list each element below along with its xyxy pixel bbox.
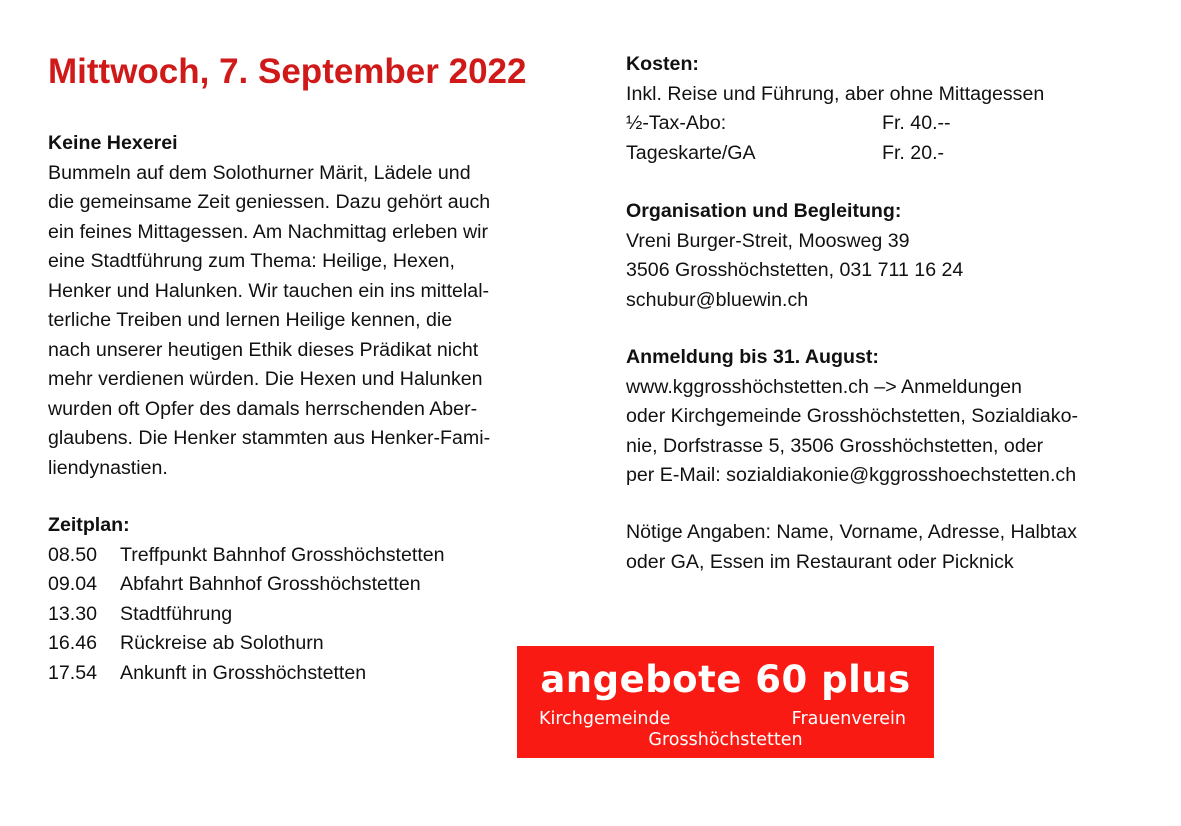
organisation-heading: Organisation und Begleitung: (626, 200, 902, 222)
registration-line: nie, Dorfstrasse 5, 3506 Grosshöchstetten, oder (626, 434, 1044, 457)
required-info-line: Nötige Angaben: Name, Vorname, Adresse, Halbtax (626, 521, 1077, 543)
intro-line: ein feines Mittagessen. Am Nachmittag erleben wir (48, 220, 488, 243)
schedule-item (48, 541, 445, 571)
intro-line: die gemeinsame Zeit geniessen. Dazu gehört auch (48, 191, 491, 213)
logo-place: Grosshöchstetten (648, 730, 803, 750)
logo-frauenverein: Frauenverein (791, 709, 906, 729)
intro-line: eine Stadtführung zum Thema: Heilige, Hexen, (48, 250, 455, 272)
schedule-text: Abfahrt Bahnhof Grosshöchstetten (120, 573, 421, 595)
intro-line: liendynastien. (48, 456, 168, 479)
logo-title: angebote 60 plus (540, 658, 911, 701)
registration-heading: Anmeldung bis 31. August: (626, 346, 879, 368)
cost-row (626, 139, 1044, 169)
intro-line: Henker und Halunken. Wir tauchen ein ins mittelal- (48, 279, 490, 302)
cost-label: ½-Tax-Abo: (626, 112, 727, 134)
schedule-time: 17.54 (48, 661, 98, 684)
intro-line: Bummeln auf dem Solothurner Märit, Lädele und (48, 161, 471, 184)
costs-section (626, 50, 1044, 168)
schedule-time: 09.04 (48, 573, 98, 595)
logo-kirchgemeinde: Kirchgemeinde (539, 709, 671, 729)
schedule-text: Stadtführung (120, 602, 233, 625)
registration-section (626, 343, 1078, 491)
schedule-text: Ankunft in Grosshöchstetten (120, 661, 367, 684)
costs-heading: Kosten: (626, 53, 699, 75)
cost-row (626, 109, 1044, 139)
page-title: Mittwoch, 7. September 2022 (48, 52, 527, 91)
schedule-item (48, 570, 445, 600)
intro-line: glaubens. Die Henker stammten aus Henker-Fami- (48, 427, 491, 449)
required-info-line: oder GA, Essen im Restaurant oder Picknick (626, 550, 1014, 573)
registration-line: www.kggrosshöchstetten.ch –> Anmeldungen (626, 375, 1022, 398)
intro-line: mehr verdienen würden. Die Hexen und Halunken (48, 368, 483, 390)
organisation-line: Vreni Burger-Streit, Moosweg 39 (626, 229, 910, 252)
required-info-section (626, 518, 1077, 577)
angebote-logo (517, 646, 934, 758)
schedule-text: Rückreise ab Solothurn (120, 632, 324, 654)
organisation-line: 3506 Grosshöchstetten, 031 711 16 24 (626, 259, 964, 281)
intro-line: terliche Treiben und lernen Heilige kennen, die (48, 309, 453, 331)
schedule-time: 13.30 (48, 602, 98, 625)
organisation-section (626, 197, 963, 315)
cost-price: Fr. 20.- (882, 141, 945, 164)
schedule-time: 08.50 (48, 543, 98, 566)
intro-heading: Keine Hexerei (48, 132, 178, 154)
schedule-item (48, 659, 445, 689)
schedule-heading: Zeitplan: (48, 514, 130, 536)
intro-line: wurden oft Opfer des damals herrschenden Aber- (48, 397, 478, 420)
organisation-email: schubur@bluewin.ch (626, 288, 809, 311)
schedule-time: 16.46 (48, 632, 98, 654)
cost-price: Fr. 40.-- (882, 112, 951, 134)
cost-label: Tageskarte/GA (626, 141, 756, 164)
registration-line: per E-Mail: sozialdiakonie@kggrosshoechstetten.ch (626, 464, 1077, 486)
schedule-section (48, 511, 445, 688)
intro-line: nach unserer heutigen Ethik dieses Prädikat nicht (48, 338, 479, 361)
schedule-item (48, 629, 445, 659)
costs-note: Inkl. Reise und Führung, aber ohne Mittagessen (626, 82, 1045, 105)
registration-line: oder Kirchgemeinde Grosshöchstetten, Sozialdiako- (626, 405, 1078, 427)
schedule-text: Treffpunkt Bahnhof Grosshöchstetten (120, 543, 445, 566)
intro-section (48, 129, 490, 483)
schedule-item (48, 600, 445, 630)
